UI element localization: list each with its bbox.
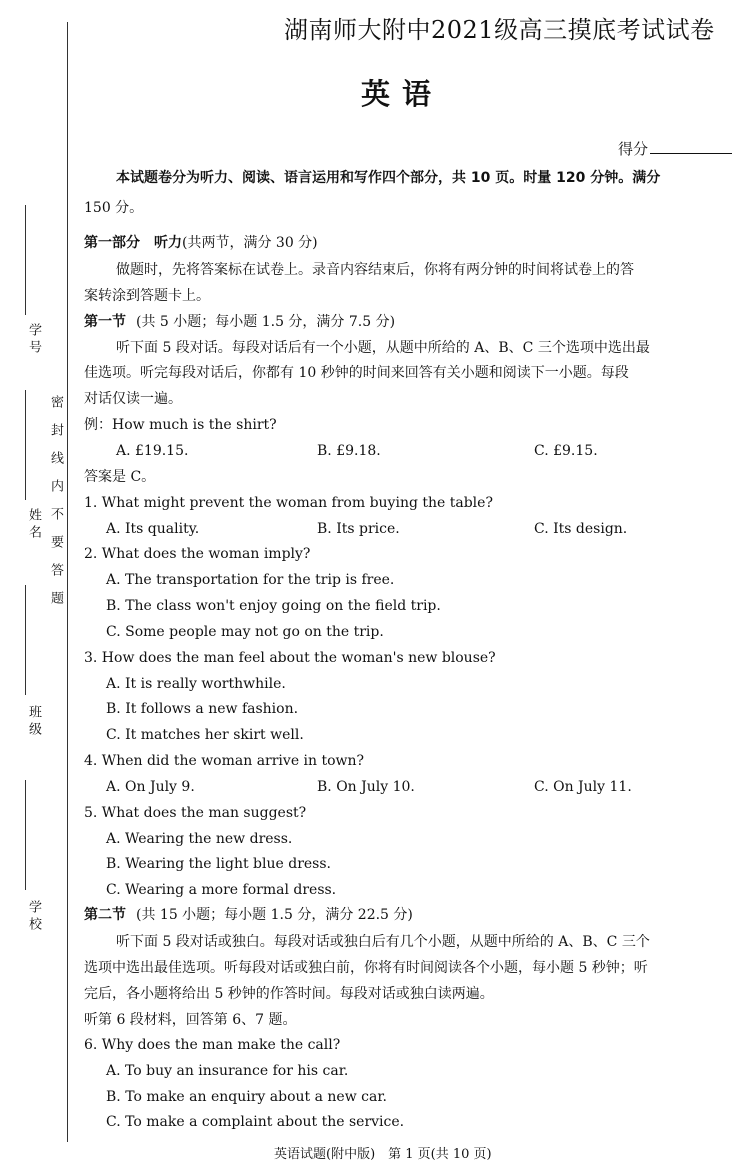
- page-footer: 英语试题(附中版) 第 1 页(共 10 页): [274, 1147, 492, 1162]
- question-3-option-c: C. It matches her skirt well.: [106, 727, 304, 743]
- question-2-option-a: A. The transportation for the trip is free.: [106, 572, 395, 588]
- name-label: 姓名: [26, 508, 41, 542]
- student-no-field[interactable]: [14, 205, 40, 375]
- section1-instruction-2: 佳选项。听完每段对话后，你都有 10 秒钟的时间来回答有关小题和阅读下一小题。每段: [84, 365, 629, 381]
- section1-instruction-1: 听下面 5 段对话。每段对话后有一个小题，从题中所给的 A、B、C 三个选项中选出最: [116, 340, 650, 356]
- example-question: 例：How much is the shirt?: [84, 417, 277, 433]
- part1-instruction-1: 做题时，先将答案标在试卷上。录音内容结束后，你将有两分钟的时间将试卷上的答: [116, 262, 634, 278]
- question-2: 2. What does the woman imply?: [84, 546, 311, 562]
- section2-instruction-1: 听下面 5 段对话或独白。每段对话或独白后有几个小题，从题中所给的 A、B、C 三个: [116, 934, 650, 950]
- class-field[interactable]: [14, 585, 40, 755]
- school-field[interactable]: [14, 780, 40, 950]
- example-options: [84, 441, 734, 461]
- question-4-option-a: A. On July 9.: [106, 779, 195, 795]
- question-5-option-a: A. Wearing the new dress.: [106, 831, 293, 847]
- section1-heading-title: 第一节: [84, 314, 126, 330]
- subject-title: 英语: [361, 77, 444, 111]
- question-3: 3. How does the man feel about the woman's new blouse?: [84, 650, 496, 666]
- intro-line-2: 150 分。: [84, 200, 144, 216]
- class-label: 班级: [26, 705, 41, 739]
- score-field[interactable]: [618, 138, 732, 160]
- student-no-blank[interactable]: [25, 205, 26, 315]
- question-1: 1. What might prevent the woman from buying the table?: [84, 495, 493, 511]
- question-5-option-c: C. Wearing a more formal dress.: [106, 882, 337, 898]
- question-4: 4. When did the woman arrive in town?: [84, 753, 365, 769]
- question-5-option-b: B. Wearing the light blue dress.: [106, 856, 332, 872]
- question-4-options: [84, 777, 734, 797]
- example-option-b: B. £9.18.: [317, 443, 381, 459]
- school-label: 学校: [26, 900, 41, 934]
- binding-line: [67, 22, 68, 1142]
- student-no-label: 学号: [26, 323, 41, 357]
- intro-line-1: 本试题卷分为听力、阅读、语言运用和写作四个部分，共 10 页。时量 120 分钟。满分: [116, 170, 661, 186]
- part1-heading-note: (共两节，满分 30 分): [182, 235, 318, 251]
- section1-heading-note: (共 5 小题；每小题 1.5 分，满分 7.5 分): [136, 314, 396, 330]
- school-blank[interactable]: [25, 780, 26, 890]
- question-5: 5. What does the man suggest?: [84, 805, 307, 821]
- question-2-option-b: B. The class won't enjoy going on the field trip.: [106, 598, 441, 614]
- score-label: 得分: [617, 140, 648, 158]
- section2-instruction-2: 选项中选出最佳选项。听每段对话或独白前，你将有时间阅读各个小题，每小题 5 秒钟；听: [84, 960, 648, 976]
- section2-instruction-3: 完后，各小题将给出 5 秒钟的作答时间。每段对话或独白读两遍。: [84, 986, 494, 1002]
- question-4-option-b: B. On July 10.: [317, 779, 415, 795]
- part1-instruction-2: 案转涂到答题卡上。: [84, 288, 210, 304]
- question-1-option-a: A. Its quality.: [106, 521, 200, 537]
- example-option-a: A. £19.15.: [116, 443, 189, 459]
- name-field[interactable]: [14, 390, 40, 560]
- binding-margin: [0, 0, 80, 1175]
- class-blank[interactable]: [25, 585, 26, 695]
- material-note: 听第 6 段材料，回答第 6、7 题。: [84, 1012, 297, 1028]
- question-6-option-b: B. To make an enquiry about a new car.: [106, 1089, 387, 1105]
- question-6: 6. Why does the man make the call?: [84, 1037, 341, 1053]
- question-1-option-b: B. Its price.: [317, 521, 400, 537]
- exam-title: 湖南师大附中2021级高三摸底考试试卷: [284, 16, 715, 44]
- section2-heading: [84, 905, 413, 925]
- name-blank[interactable]: [25, 390, 26, 500]
- section1-instruction-3: 对话仅读一遍。: [84, 391, 182, 407]
- part1-heading: [84, 233, 318, 253]
- question-6-option-a: A. To buy an insurance for his car.: [106, 1063, 349, 1079]
- score-blank[interactable]: [650, 138, 732, 154]
- part1-heading-title: 第一部分 听力: [84, 235, 182, 251]
- question-2-option-c: C. Some people may not go on the trip.: [106, 624, 384, 640]
- question-4-option-c: C. On July 11.: [534, 779, 632, 795]
- question-3-option-a: A. It is really worthwhile.: [106, 676, 286, 692]
- question-6-option-c: C. To make a complaint about the service.: [106, 1114, 405, 1130]
- section2-heading-note: (共 15 小题；每小题 1.5 分，满分 22.5 分): [136, 907, 413, 923]
- example-option-c: C. £9.15.: [534, 443, 598, 459]
- question-1-options: [84, 519, 734, 539]
- question-3-option-b: B. It follows a new fashion.: [106, 701, 299, 717]
- section2-heading-title: 第二节: [84, 907, 126, 923]
- question-1-option-c: C. Its design.: [534, 521, 628, 537]
- example-answer: 答案是 C。: [84, 469, 156, 485]
- section1-heading: [84, 312, 395, 332]
- seal-note: 密封线内不要答题: [48, 395, 63, 619]
